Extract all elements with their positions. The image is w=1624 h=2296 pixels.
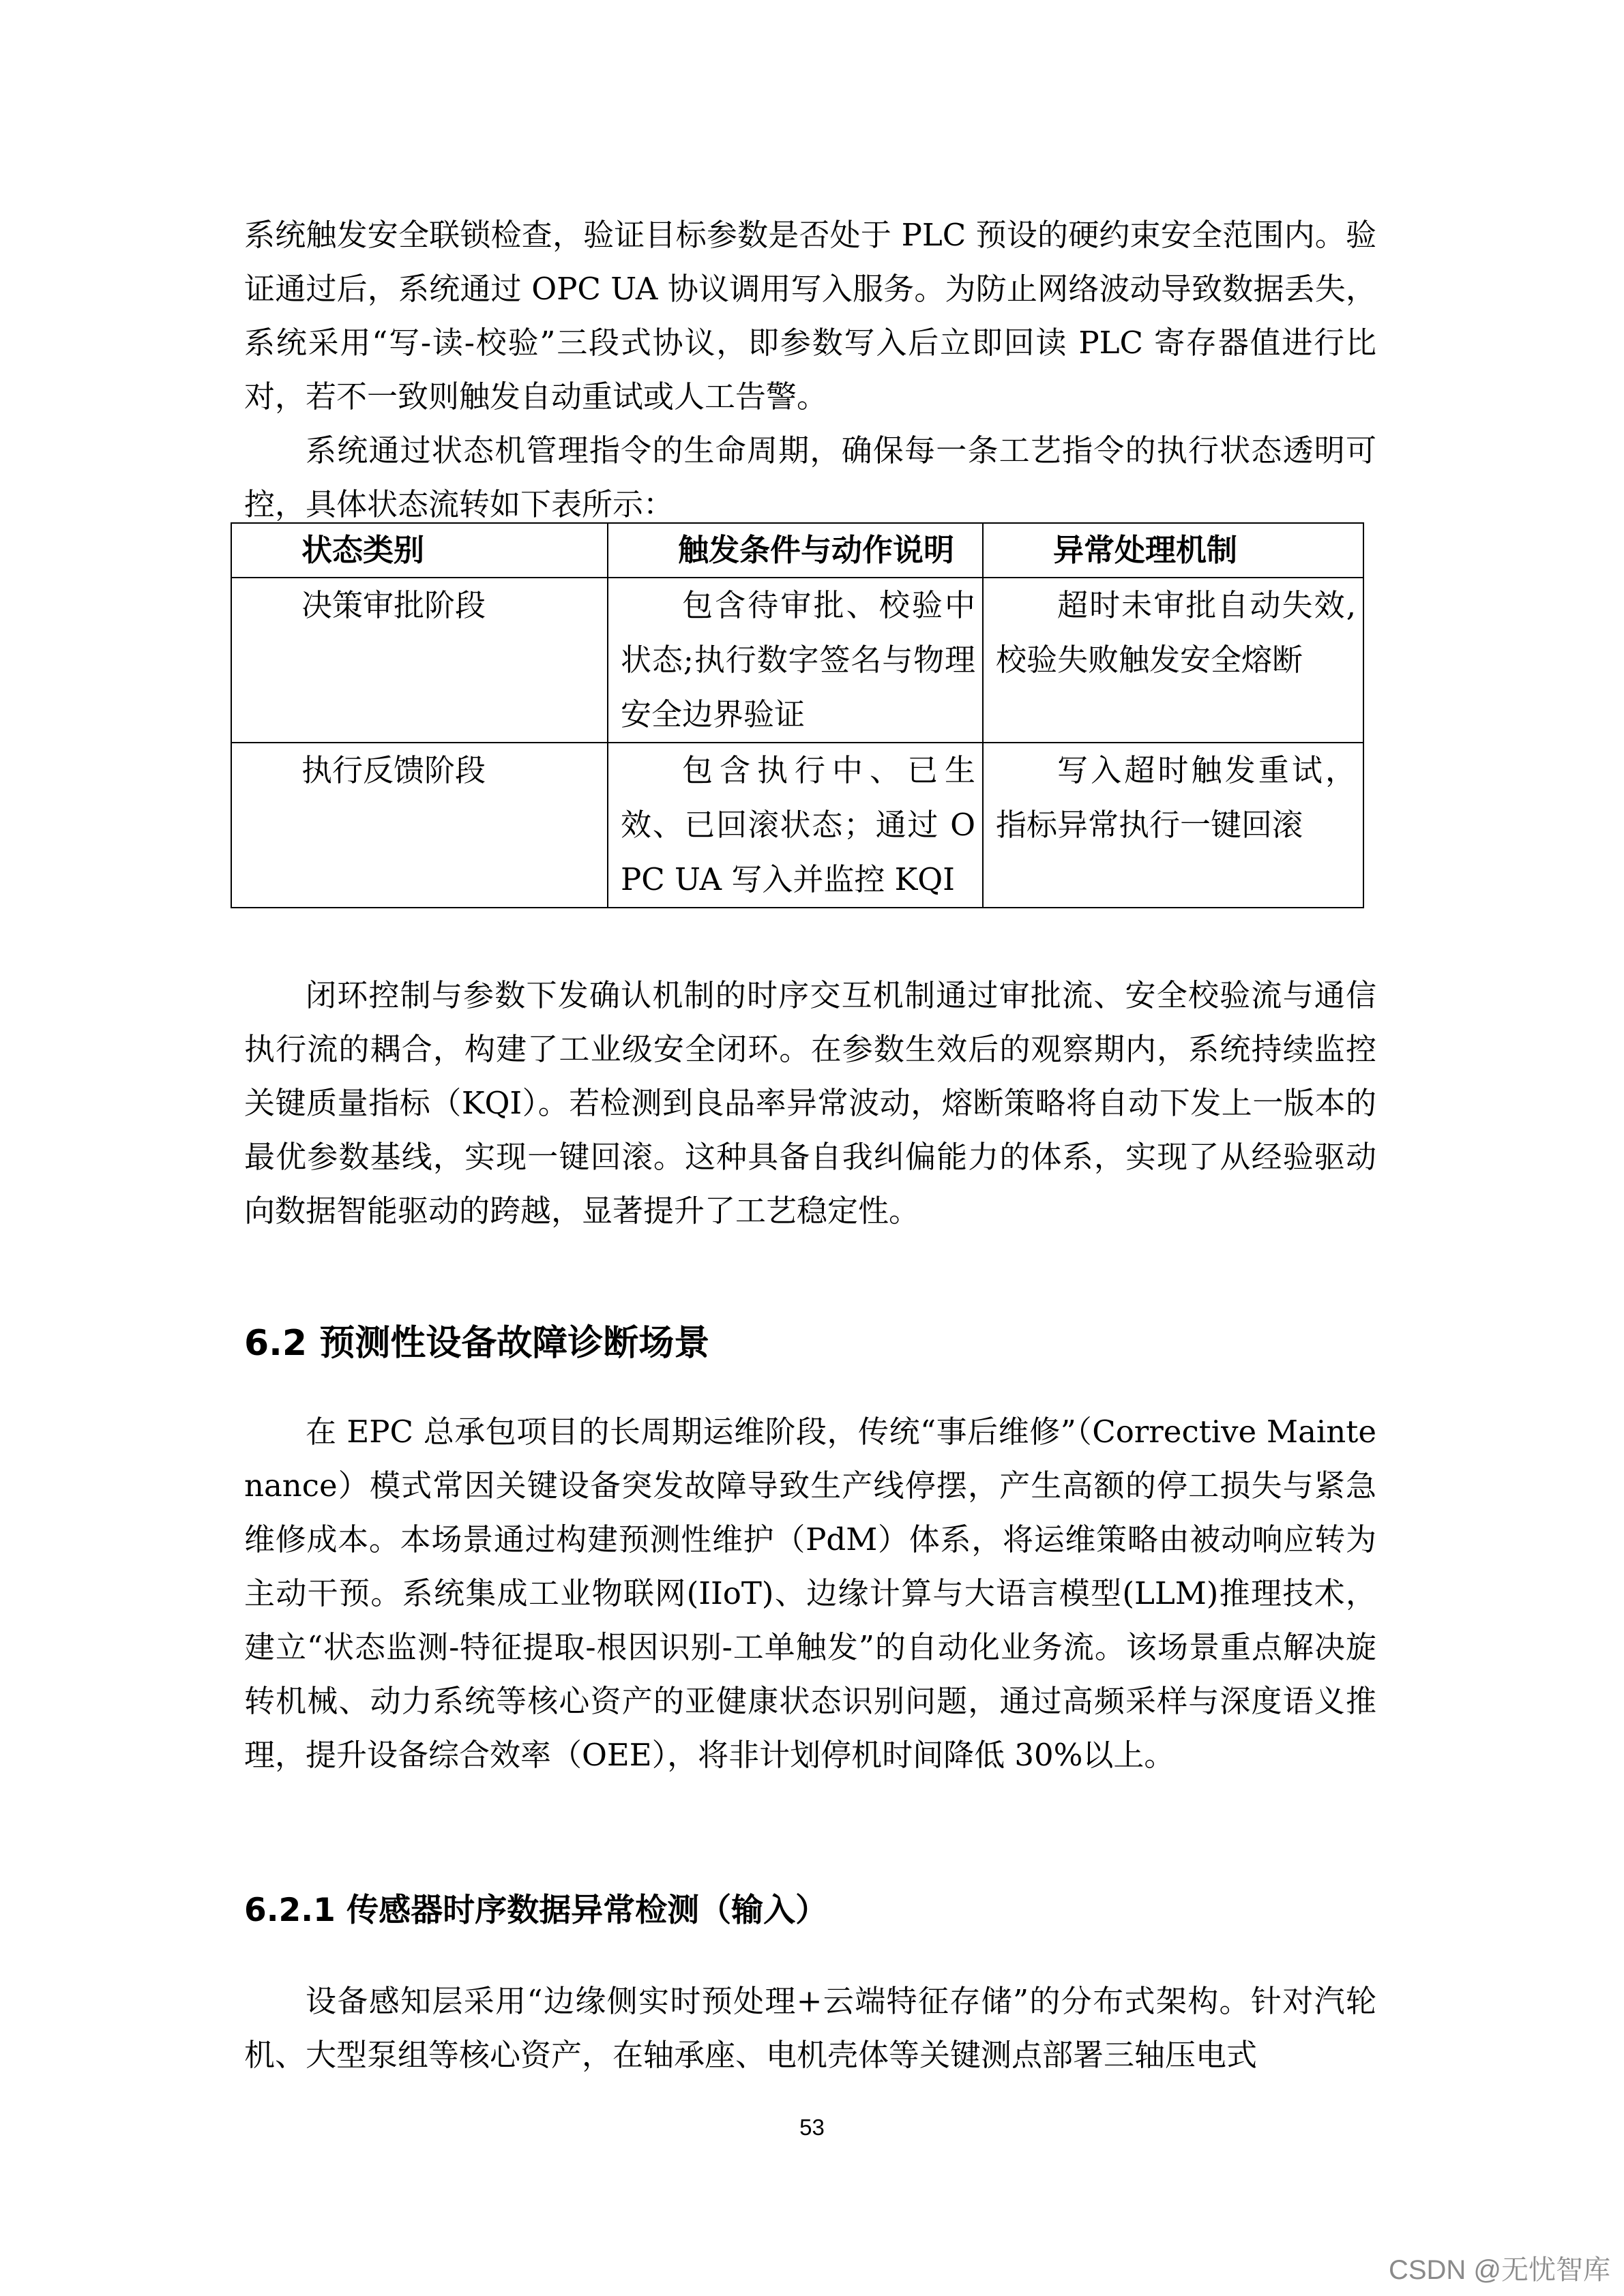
watermark: CSDN @无忧智库 bbox=[1388, 2255, 1610, 2285]
table-row bbox=[231, 743, 1363, 908]
table-cell-category: 决策审批阶段 bbox=[231, 578, 608, 743]
paragraph-predictive-maintenance: 在 EPC 总承包项目的长周期运维阶段，传统“事后维修”（Corrective Maintenance）模式常因关键设备突发故障导致生产线停摆，产生高额的停工损失与紧急维修成本。本场景通过构建预测性维护（PdM）体系，将运维策略由被动响应转为主动干预。系统集成工业物联网(IIoT)、边缘计算与大语言模型(LLM)推理技术，建立“状态监测-特征提取-根因识别-工单触发”的自动化业务流。该场景重点解决旋转机械、动力系统等核心资产的亚健康状态识别问题，通过高频采样与深度语义推理，提升设备综合效率（OEE），将非计划停机时间降低 30%以上。 bbox=[244, 1414, 1376, 1773]
table-cell-category: 执行反馈阶段 bbox=[231, 743, 608, 908]
section-heading: 6.2 预测性设备故障诊断场景 bbox=[244, 1323, 710, 1364]
paragraph-state-machine: 系统通过状态机管理指令的生命周期，确保每一条工艺指令的执行状态透明可控，具体状态流转如下表所示： bbox=[244, 432, 1376, 522]
page-number: 53 bbox=[799, 2115, 825, 2140]
table-cell-exception: 写入超时触发重试，指标异常执行一键回滚 bbox=[983, 743, 1363, 908]
table-row bbox=[231, 578, 1363, 743]
table-cell-trigger: 包含待审批、校验中状态;执行数字签名与物理安全边界验证 bbox=[608, 578, 983, 743]
state-flow-table bbox=[231, 522, 1364, 908]
table-header-trigger: 触发条件与动作说明 bbox=[608, 523, 983, 578]
table-header-exception: 异常处理机制 bbox=[983, 523, 1363, 578]
table-header-row bbox=[231, 523, 1363, 578]
table-cell-trigger: 包含执行中、已生效、已回滚状态；通过 OPC UA 写入并监控 KQI bbox=[608, 743, 983, 908]
table-header-category: 状态类别 bbox=[231, 523, 608, 578]
table-cell-exception: 超时未审批自动失效,校验失败触发安全熔断 bbox=[983, 578, 1363, 743]
paragraph-sensor-layer: 设备感知层采用“边缘侧实时预处理+云端特征存储”的分布式架构。针对汽轮机、大型泵组等核心资产，在轴承座、电机壳体等关键测点部署三轴压电式 bbox=[244, 1983, 1376, 2073]
subsection-heading: 6.2.1 传感器时序数据异常检测（输入） bbox=[244, 1892, 828, 1929]
paragraph-interlock-check: 系统触发安全联锁检查，验证目标参数是否处于 PLC 预设的硬约束安全范围内。验证通过后，系统通过 OPC UA 协议调用写入服务。为防止网络波动导致数据丢失，系统采用“写-读-校验”三段式协议，即参数写入后立即回读 PLC 寄存器值进行比对，若不一致则触发自动重试或人工告警。 bbox=[244, 217, 1376, 415]
paragraph-closed-loop: 闭环控制与参数下发确认机制的时序交互机制通过审批流、安全校验流与通信执行流的耦合，构建了工业级安全闭环。在参数生效后的观察期内，系统持续监控关键质量指标（KQI）。若检测到良品率异常波动，熔断策略将自动下发上一版本的最优参数基线，实现一键回滚。这种具备自我纠偏能力的体系，实现了从经验驱动向数据智能驱动的跨越，显著提升了工艺稳定性。 bbox=[244, 977, 1376, 1229]
